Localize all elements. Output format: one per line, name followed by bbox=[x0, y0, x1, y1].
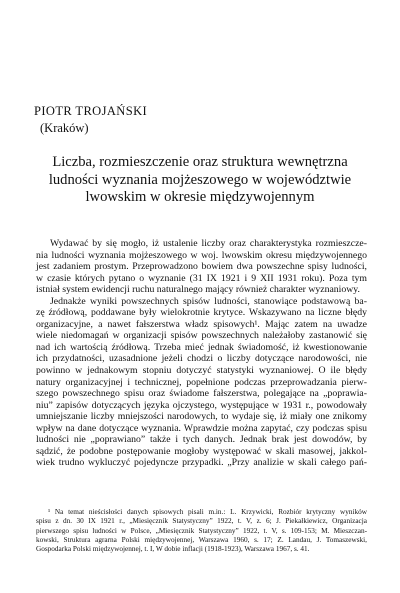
body-line: umniejszanie liczby mniejszości narodowych, to wydaje się, iż miały one znikomy bbox=[36, 411, 367, 423]
body-line: ludności nie „poprawiano” także i tych danych. Jednak brak jest dowodów, by bbox=[36, 434, 367, 446]
body-line: organizacyjne, a nawet fałszerstwa władz spisowych¹. Mając zatem na uwadze bbox=[36, 318, 367, 330]
footnotes bbox=[36, 508, 367, 554]
footnote-line: kowski, Struktura agrarna Polski międzywojennej, Warszawa 1960, s. 17; Z. Landau, J. Tomaszewski, bbox=[36, 535, 367, 544]
article-title bbox=[40, 154, 360, 207]
body-line: wpływ na dane dotyczące wyznania. Wprawdzie można zapytać, czy podczas spisu bbox=[36, 422, 367, 434]
body-line: Jednakże wyniki powszechnych spisów ludności, stanowiące podstawową ba- bbox=[50, 295, 367, 307]
body-line: istniał system ewidencji ruchu naturalnego mający również charakter wyznaniowy. bbox=[36, 284, 360, 296]
title-line: lwowskim w okresie międzywojennym bbox=[85, 189, 315, 205]
footnote-line: spisu z dn. 30 IX 1921 r., „Miesięcznik Statystyczny” 1922, t. V, z. 6; J. Piekałkiewicz, Organizacja bbox=[36, 517, 367, 526]
article-body bbox=[36, 238, 367, 469]
body-line: szego powszechnego spisu oraz świadome fałszerstwa, polegające na „poprawia- bbox=[36, 388, 367, 400]
body-line: powinno w jednakowym stopniu dotyczyć statystyki wyznaniowej. O ile błędy bbox=[36, 365, 367, 377]
title-line: Liczba, rozmieszczenie oraz struktura wewnętrzna bbox=[52, 154, 348, 170]
body-line: jest zadaniem prostym. Przeprowadzono bowiem dwa powszechne spisy ludności, bbox=[36, 261, 367, 273]
title-line: ludności wyznania mojżeszowego w województwie bbox=[48, 171, 352, 188]
body-line: zę źródłową, poddawane były wielokrotnie krytyce. Wskazywano na liczne błędy bbox=[36, 307, 367, 319]
footnote-line: ¹ Na temat nieścisłości danych spisowych pisali m.in.: L. Krzywicki, Rozbiór krytyczny wyników bbox=[48, 508, 367, 516]
body-line: natury organizacyjnej i technicznej, popełnione podczas przeprowadzania pierw- bbox=[36, 376, 367, 388]
body-line: nia ludności wyznania mojżeszowego w woj. lwowskim okresu międzywojennego bbox=[36, 249, 367, 261]
body-line: wiek trudno wykluczyć pojedyncze przypadki. „Przy analizie w skali całego pań- bbox=[36, 457, 367, 469]
body-line: ich przydatności, uzasadnione jeżeli chodzi o liczby dotyczące narodowości, nie bbox=[36, 353, 367, 365]
author-affiliation: (Kraków) bbox=[40, 121, 89, 135]
body-line: niu” zapisów dotyczących języka ojczystego, występujące w 1931 r., powodowały bbox=[36, 399, 367, 411]
author-name: PIOTR TROJAŃSKI bbox=[34, 104, 148, 118]
footnote-line: Gospodarka Polski międzywojennej, t. I, W dobie inflacji (1918-1923), Warszawa 1967, s. 41. bbox=[36, 545, 310, 554]
body-line: w czasie których pytano o wyznanie (31 IX 1921 i 9 XII 1931 roku). Poza tym bbox=[36, 272, 367, 284]
footnote-line: pierwszego spisu ludności w Polsce, „Miesięcznik Statystyczny” 1922, t. V, s. 109-153; M. Mieszczan- bbox=[36, 526, 367, 535]
body-line: sądzić, że podobne postępowanie mogłoby występować w skali masowej, jakkol- bbox=[36, 445, 367, 457]
body-line: Wydawać by się mogło, iż ustalenie liczby oraz charakterystyka rozmieszcze- bbox=[50, 238, 367, 249]
body-line: wiele niedomagań w organizacji spisów powszechnych należałoby zastanowić się bbox=[36, 330, 367, 342]
body-line: nad ich wartością źródłową. Trzeba mieć jednak świadomość, iż kwestionowanie bbox=[36, 341, 367, 353]
